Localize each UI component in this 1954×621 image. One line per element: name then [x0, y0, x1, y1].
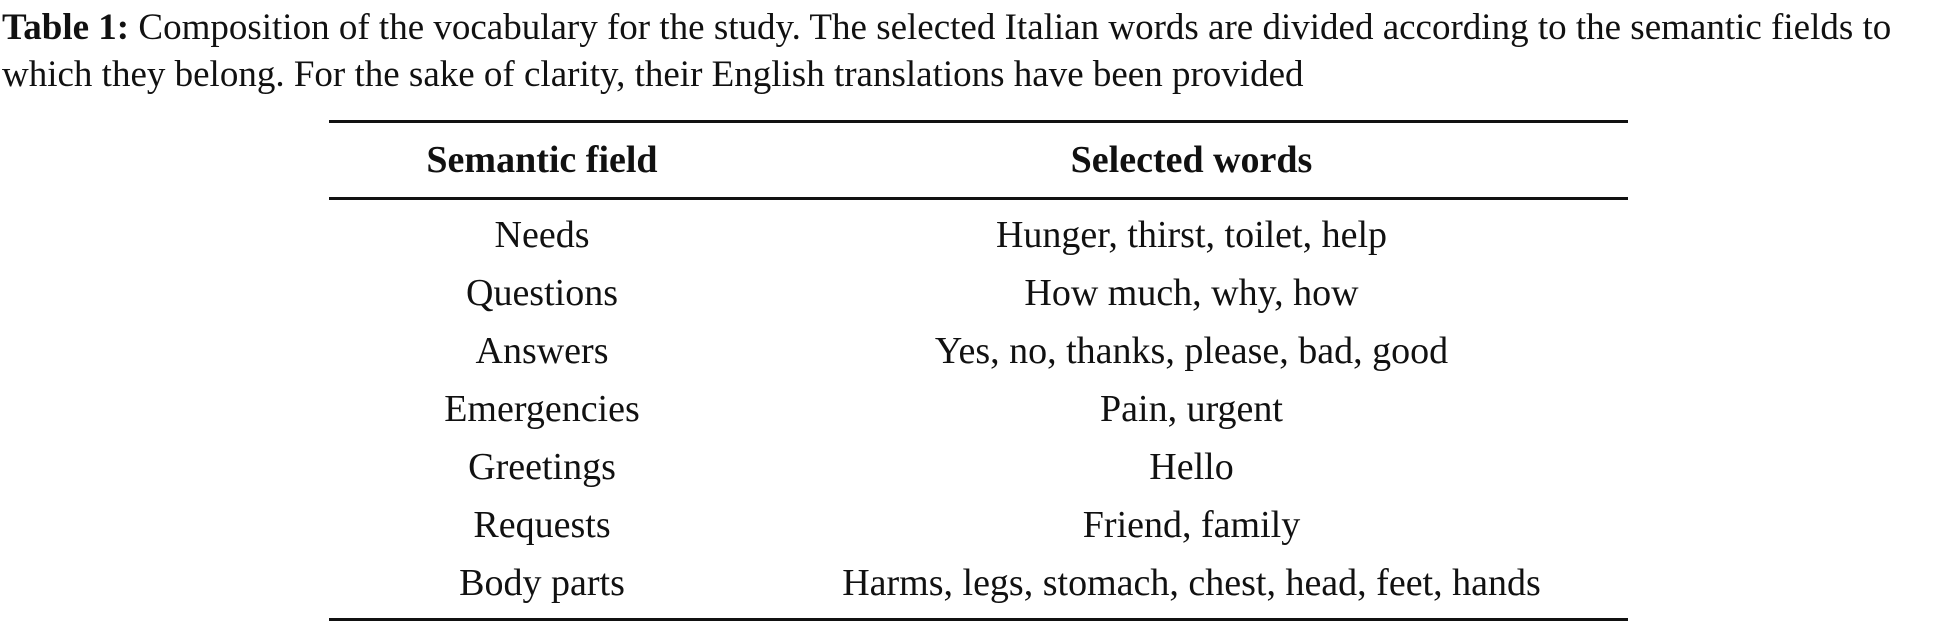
table-row — [329, 438, 1628, 496]
selected-words-cell: How much, why, how — [1024, 272, 1359, 314]
semantic-field-cell: Greetings — [468, 446, 616, 488]
caption-label: Table 1: — [2, 7, 130, 48]
table-caption — [2, 4, 1948, 98]
header-semantic-field: Semantic field — [426, 139, 658, 181]
table-row — [329, 554, 1628, 620]
semantic-field-cell: Questions — [466, 272, 618, 314]
table-row — [329, 380, 1628, 438]
semantic-field-cell: Answers — [475, 330, 609, 372]
header-selected-words: Selected words — [1070, 139, 1313, 181]
semantic-field-cell: Requests — [473, 504, 611, 546]
table-row — [329, 264, 1628, 322]
semantic-field-cell: Body parts — [459, 562, 625, 604]
selected-words-cell: Pain, urgent — [1100, 388, 1283, 430]
table-row — [329, 199, 1628, 265]
selected-words-cell: Yes, no, thanks, please, bad, good — [934, 330, 1449, 372]
table-row — [329, 322, 1628, 380]
selected-words-cell: Friend, family — [1082, 504, 1301, 546]
selected-words-cell: Hello — [1149, 446, 1234, 488]
semantic-field-cell: Emergencies — [444, 388, 640, 430]
table-row — [329, 496, 1628, 554]
vocabulary-table — [329, 120, 1628, 621]
selected-words-cell: Harms, legs, stomach, chest, head, feet, hands — [842, 562, 1541, 604]
table-header-row — [329, 122, 1628, 199]
semantic-field-cell: Needs — [494, 214, 590, 256]
selected-words-cell: Hunger, thirst, toilet, help — [995, 214, 1388, 256]
vocabulary-table-container — [329, 120, 1628, 621]
caption-text: Composition of the vocabulary for the study. The selected Italian words are divided according to the semantic fields to which they belong. For the sake of clarity, their English translations have been provided — [2, 7, 1892, 95]
